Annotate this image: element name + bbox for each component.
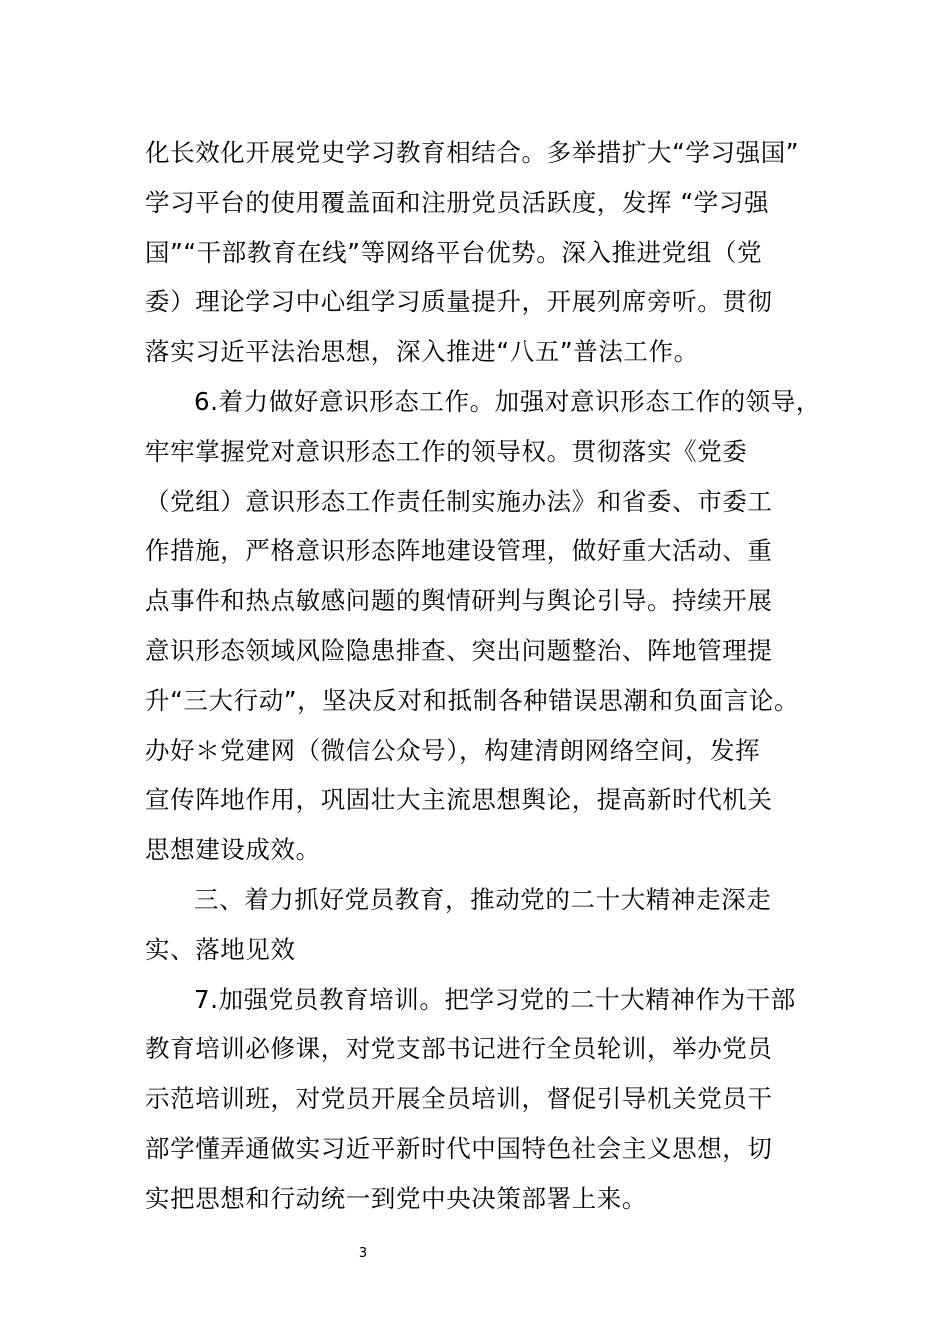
paragraph-line: 委）理论学习中心组学习质量提升，开展列席旁听。贯彻 — [145, 287, 773, 317]
paragraph-line: 作措施，严格意识形态阵地建设管理，做好重大活动、重 — [145, 536, 773, 566]
body-text — [145, 128, 830, 1224]
paragraph-line-continuation: 化长效化开展党史学习教育相结合。多举措扩大“学习强国” — [145, 138, 800, 167]
paragraph-line: 办好＊党建网（微信公众号），构建清朗网络空间，发挥 — [145, 735, 761, 765]
paragraph-line: 牢牢掌握党对意识形态工作的领导权。贯彻落实《党委 — [145, 436, 748, 466]
item-7-heading-line: 7.加强党员教育培训。把学习党的二十大精神作为干部 — [194, 984, 796, 1014]
paragraph-line: 宣传阵地作用，巩固壮大主流思想舆论，提高新时代机关 — [145, 785, 773, 815]
page-number: 3 — [358, 1246, 368, 1261]
section-three-heading-continuation: 实、落地见效 — [145, 934, 296, 964]
paragraph-line: 升“三大行动”，坚决反对和抵制各种错误思潮和负面言论。 — [145, 685, 800, 715]
paragraph-line: 落实习近平法治思想，深入推进“八五”普法工作。 — [145, 337, 699, 367]
item-6-heading-line: 6.着力做好意识形态工作。加强对意识形态工作的领导， — [194, 386, 821, 416]
paragraph-line: 教育培训必修课，对党支部书记进行全员轮训，举办党员 — [145, 1034, 773, 1064]
section-three-heading-line: 三、着力抓好党员教育，推动党的二十大精神走深走 — [194, 884, 772, 914]
paragraph-line: 思想建设成效。 — [145, 835, 321, 865]
paragraph-line: 部学懂弄通做实习近平新时代中国特色社会主义思想，切 — [145, 1133, 773, 1163]
paragraph-line: 点事件和热点敏感问题的舆情研判与舆论引导。持续开展 — [145, 586, 773, 616]
paragraph-line: 国”“干部教育在线”等网络平台优势。深入推进党组（党 — [145, 237, 763, 267]
paragraph-line: （党组）意识形态工作责任制实施办法》和省委、市委工 — [145, 486, 773, 516]
paragraph-line: 学习平台的使用覆盖面和注册党员活跃度，发挥 “学习强 — [145, 187, 770, 217]
paragraph-line: 示范培训班，对党员开展全员培训，督促引导机关党员干 — [145, 1084, 773, 1114]
paragraph-line: 实把思想和行动统一到党中央决策部署上来。 — [145, 1183, 647, 1213]
paragraph-line: 意识形态领域风险隐患排查、突出问题整治、阵地管理提 — [145, 635, 773, 665]
